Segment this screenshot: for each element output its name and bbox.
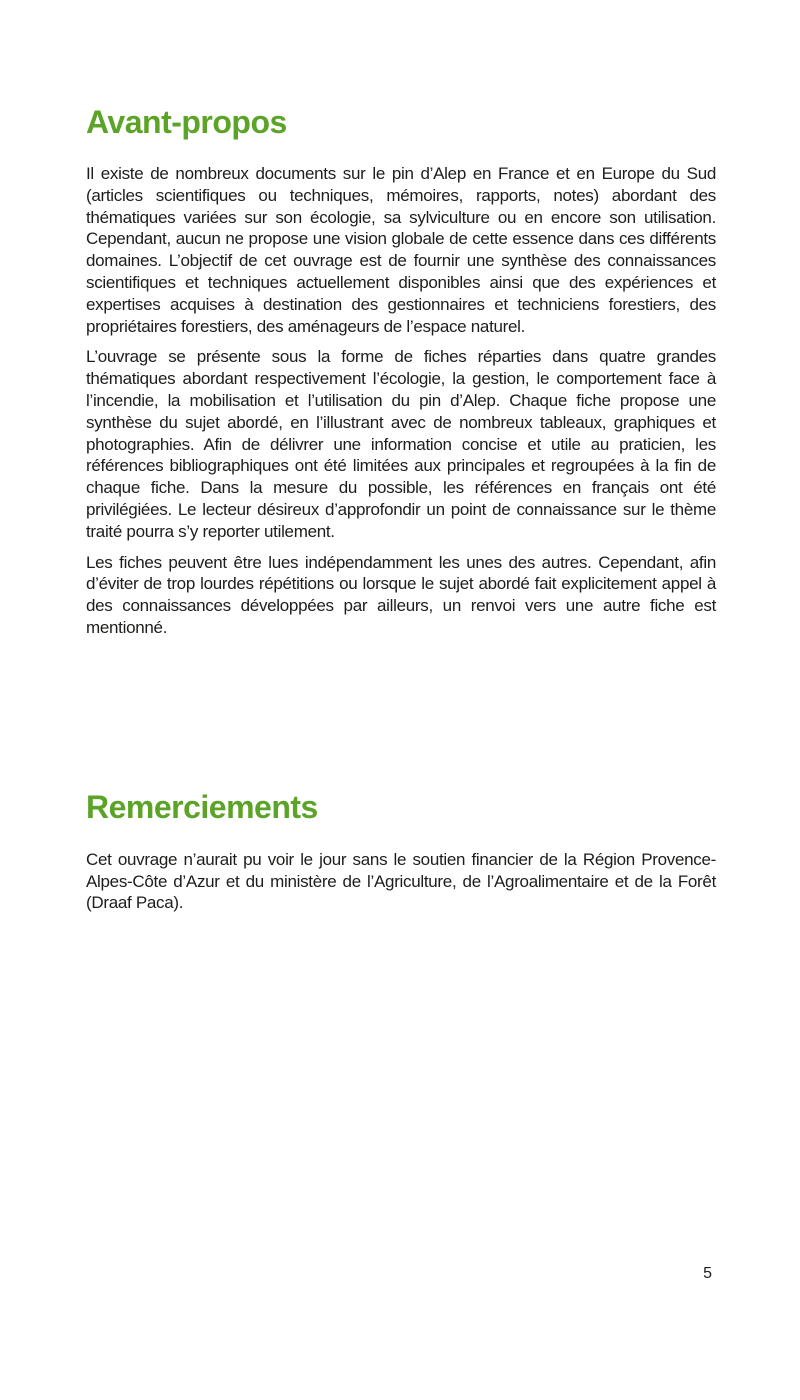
page-content [86,0,716,914]
section-title-avant-propos: Avant-propos [86,104,287,140]
section-remerciements [86,789,716,914]
paragraph: Les fiches peuvent être lues indépendamment les unes des autres. Cependant, afin d’éviter de trop lourdes répétitions ou lorsque le sujet abordé fait explicitement appel à des connaissances développées par ailleurs, un renvoi vers une autre fiche est mentionné. [86,552,716,637]
paragraph: L’ouvrage se présente sous la forme de fiches réparties dans quatre grandes thématiques abordant respectivement l’écologie, la gestion, le comportement face à l’incendie, la mobilisation et l’utilisation du pin d’Alep. Chaque fiche propose une synthèse du sujet abordé, en l’illustrant avec de nombreux tableaux, graphiques et photographies. Afin de délivrer une information concise et utile au praticien, les références bibliographiques ont été limitées aux principales et regroupées à la fin de chaque fiche. Dans la mesure du possible, les références en français ont été privilégiées. Le lecteur désireux d’approfondir un point de connaissance sur le thème traité pourra s’y reporter utilement. [86,347,716,541]
section-avant-propos [86,104,716,639]
page-number: 5 [703,1265,712,1282]
paragraph: Cet ouvrage n’aurait pu voir le jour sans le soutien financier de la Région Provence-Alpes-Côte d’Azur et du ministère de l’Agriculture, de l’Agroalimentaire et de la Forêt (Draaf Paca). [86,849,716,913]
paragraph: Il existe de nombreux documents sur le pin d’Alep en France et en Europe du Sud (articles scientifiques ou techniques, mémoires, rapports, notes) abordant des thématiques variées sur son écologie, sa sylviculture ou en encore son utilisation. Cependant, aucun ne propose une vision globale de cette essence dans ces différents domaines. L’objectif de cet ouvrage est de fournir une synthèse des connaissances scientifiques et techniques actuellement disponibles ainsi que des expériences et expertises acquises à destination des gestionnaires et techniciens forestiers, des propriétaires forestiers, des aménageurs de l’espace naturel. [86,164,716,336]
section-title-remerciements: Remerciements [86,788,318,825]
